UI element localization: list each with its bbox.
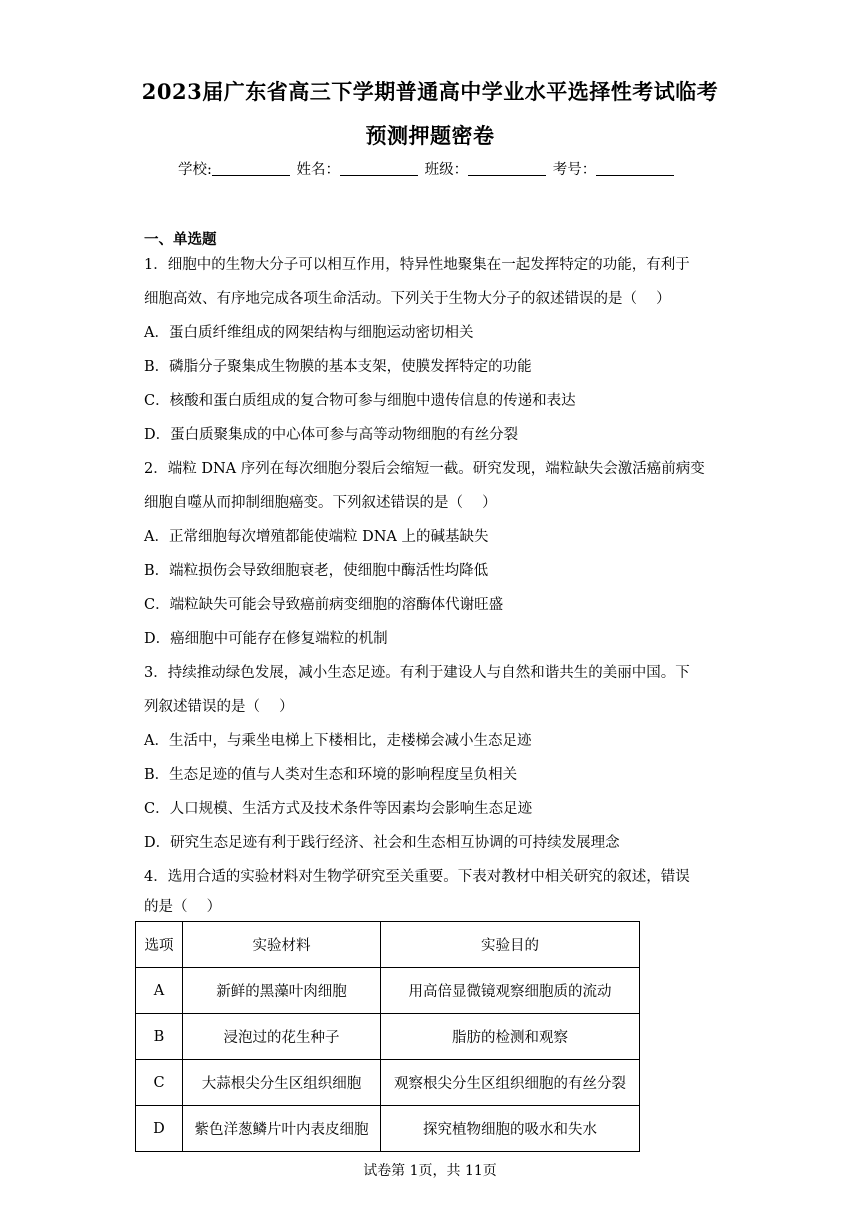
question-3-option-a[interactable]: A．生活中，与乘坐电梯上下楼相比，走楼梯会减小生态足迹 <box>144 733 532 749</box>
question-2-stem-line-1: 2．端粒 DNA 序列在每次细胞分裂后会缩短一截。研究发现，端粒缺失会激活癌前病变 <box>144 461 705 477</box>
table-cell: 观察根尖分生区组织细胞的有丝分裂 <box>381 1060 640 1106</box>
question-1-option-b[interactable]: B．磷脂分子聚集成生物膜的基本支架，使膜发挥特定的功能 <box>144 359 532 375</box>
exam-title-line-1: 2023届广东省高三下学期普通高中学业水平选择性考试临考 <box>141 79 719 104</box>
school-blank[interactable] <box>212 160 290 176</box>
question-2-stem-line-2: 细胞自噬从而抑制细胞癌变。下列叙述错误的是（ ） <box>144 495 497 511</box>
question-1-stem-line-1: 1．细胞中的生物大分子可以相互作用，特异性地聚集在一起发挥特定的功能，有利于 <box>144 257 690 273</box>
table-cell: C <box>136 1060 183 1106</box>
table-cell: 用高倍显微镜观察细胞质的流动 <box>381 968 640 1014</box>
table-header-row <box>136 922 640 968</box>
question-4-stem-line-2: 的是（ ） <box>144 899 222 915</box>
table-cell: 大蒜根尖分生区组织细胞 <box>183 1060 381 1106</box>
question-2-option-c[interactable]: C．端粒缺失可能会导致癌前病变细胞的溶酶体代谢旺盛 <box>144 597 504 613</box>
exam-title-line-2: 预测押题密卷 <box>365 123 495 148</box>
table-cell: 探究植物细胞的吸水和失水 <box>381 1106 640 1152</box>
question-3-option-c[interactable]: C．人口规模、生活方式及技术条件等因素均会影响生态足迹 <box>144 801 533 817</box>
question-1-option-d[interactable]: D．蛋白质聚集成的中心体可参与高等动物细胞的有丝分裂 <box>144 427 519 443</box>
class-label: 班级： <box>424 162 469 178</box>
table-cell: 紫色洋葱鳞片叶内表皮细胞 <box>183 1106 381 1152</box>
school-label: 学校: <box>178 162 212 178</box>
question-3-option-d[interactable]: D．研究生态足迹有利于践行经济、社会和生态相互协调的可持续发展理念 <box>144 835 620 851</box>
table-row <box>136 1014 640 1060</box>
table-cell: 脂肪的检测和观察 <box>381 1014 640 1060</box>
table-cell: 浸泡过的花生种子 <box>183 1014 381 1060</box>
table-header-cell: 实验材料 <box>183 922 381 968</box>
question-2-option-b[interactable]: B．端粒损伤会导致细胞衰老，使细胞中酶活性均降低 <box>144 563 489 579</box>
question-3-option-b[interactable]: B．生态足迹的值与人类对生态和环境的影响程度呈负相关 <box>144 767 518 783</box>
name-label: 姓名： <box>296 162 340 178</box>
table-row <box>136 1106 640 1152</box>
question-1-stem-line-2: 细胞高效、有序地完成各项生命活动。下列关于生物大分子的叙述错误的是（ ） <box>144 291 671 307</box>
table-header-cell: 实验目的 <box>381 922 640 968</box>
question-2-option-d[interactable]: D．癌细胞中可能存在修复端粒的机制 <box>144 631 388 647</box>
table-cell: D <box>136 1106 183 1152</box>
table-row <box>136 968 640 1014</box>
table-cell: B <box>136 1014 183 1060</box>
question-2-option-a[interactable]: A．正常细胞每次增殖都能使端粒 DNA 上的碱基缺失 <box>144 529 489 545</box>
class-blank[interactable] <box>468 160 546 176</box>
page-footer: 试卷第 1页，共 11页 <box>363 1163 497 1179</box>
exam-number-label: 考号： <box>552 162 597 178</box>
question-1-option-a[interactable]: A．蛋白质纤维组成的网架结构与细胞运动密切相关 <box>144 325 474 341</box>
table-cell: A <box>136 968 183 1014</box>
table-header-cell: 选项 <box>136 922 183 968</box>
question-4-table <box>135 921 640 1152</box>
question-4-stem-line-1: 4．选用合适的实验材料对生物学研究至关重要。下表对教材中相关研究的叙述，错误 <box>144 869 690 885</box>
table-cell: 新鲜的黑藻叶肉细胞 <box>183 968 381 1014</box>
question-1-option-c[interactable]: C．核酸和蛋白质组成的复合物可参与细胞中遗传信息的传递和表达 <box>144 393 576 409</box>
question-3-stem-line-2: 列叙述错误的是（ ） <box>144 699 294 715</box>
name-blank[interactable] <box>340 160 418 176</box>
question-3-stem-line-1: 3．持续推动绿色发展，减小生态足迹。有利于建设人与自然和谐共生的美丽中国。下 <box>144 665 690 681</box>
student-info-row <box>178 158 676 179</box>
section-title: 一、单选题 <box>144 232 217 248</box>
exam-number-blank[interactable] <box>596 160 674 176</box>
table-row <box>136 1060 640 1106</box>
